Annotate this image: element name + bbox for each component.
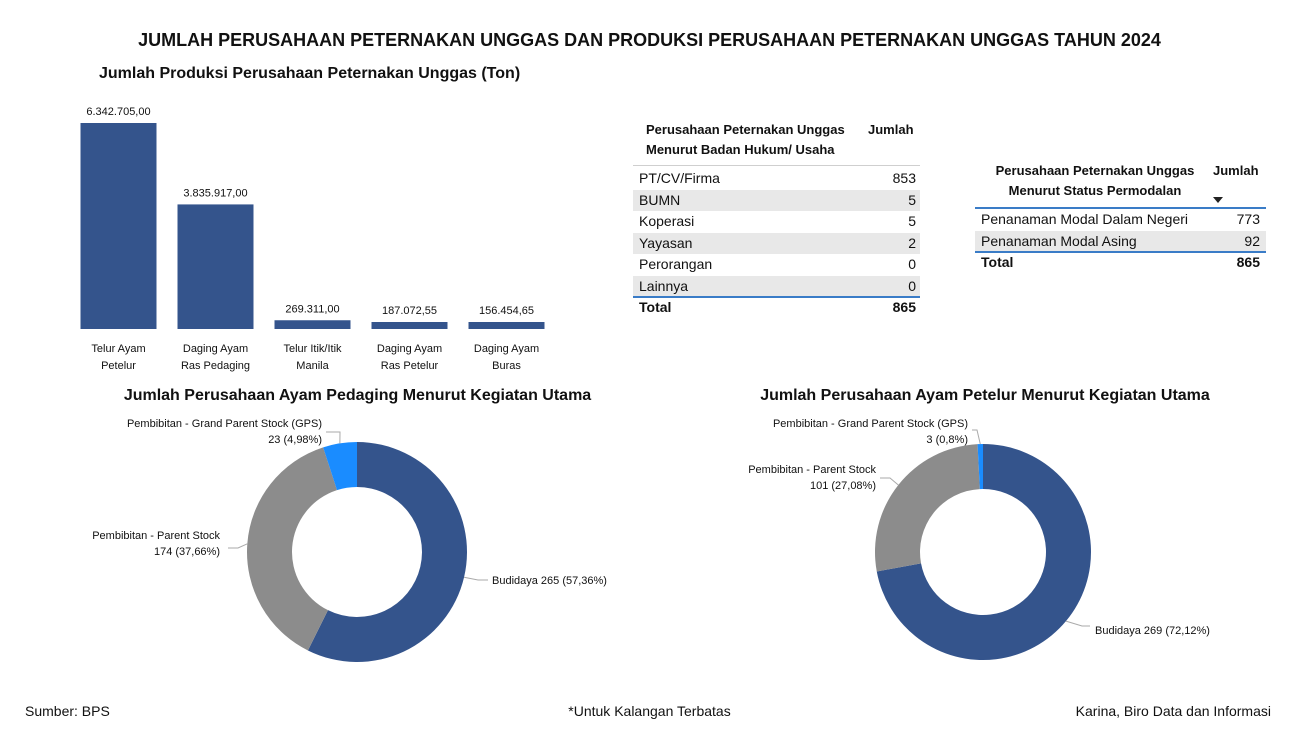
table-row	[633, 211, 920, 232]
donut-slice-label: Pembibitan - Grand Parent Stock (GPS)	[126, 418, 322, 430]
row-label: BUMN	[639, 191, 681, 208]
bar	[81, 123, 157, 329]
row-value: 92	[1244, 232, 1260, 249]
leader-line	[326, 432, 340, 443]
bar-chart-title: Jumlah Produksi Perusahaan Peternakan Unggas (Ton)	[99, 65, 521, 82]
bar-chart	[0, 0, 600, 380]
table-row	[975, 231, 1266, 252]
row-label: Lainnya	[639, 278, 689, 294]
leader-line	[228, 544, 247, 548]
donut-pedaging-chart	[0, 400, 650, 680]
footer-author: Karina, Biro Data dan Informasi	[1075, 703, 1271, 719]
total-label: Total	[639, 299, 672, 315]
table-row	[633, 254, 920, 275]
table-permodalan-header-value: Jumlah	[1213, 163, 1259, 178]
donut-petelur-chart	[650, 400, 1299, 680]
leader-line	[464, 577, 488, 580]
table-badan-hukum-header-label	[646, 120, 845, 160]
table-row	[975, 209, 1266, 230]
bar-category-label: Ras Pedaging	[180, 360, 251, 372]
table-row	[633, 233, 920, 254]
bar-value-label: 3.835.917,00	[183, 187, 248, 200]
bar-value-label: 269.311,00	[285, 303, 340, 316]
total-label: Total	[981, 254, 1014, 270]
page-title: JUMLAH PERUSAHAAN PETERNAKAN UNGGAS DAN PRODUKSI PERUSAHAAN PETERNAKAN UNGGAS TAHUN 2024	[138, 30, 1161, 50]
bar-value-label: 6.342.705,00	[86, 106, 151, 118]
table-badan-hukum-header-value: Jumlah	[868, 122, 914, 137]
total-value: 865	[1236, 254, 1260, 270]
table-permodalan-total	[975, 252, 1266, 273]
bar-value-label: 187.072,55	[381, 305, 438, 317]
donut-slice-label: Pembibitan - Parent Stock	[92, 530, 220, 542]
table-row	[633, 190, 920, 211]
bar-category-label: Petelur	[101, 360, 136, 372]
bar-category-label: Daging Ayam	[473, 343, 540, 355]
bar	[469, 322, 545, 329]
bar-category-label: Buras	[492, 360, 521, 372]
header-line: Perusahaan Peternakan Unggas	[995, 163, 1195, 178]
header-line: Menurut Badan Hukum/ Usaha	[646, 142, 835, 157]
donut-slice	[875, 444, 980, 571]
donut-slice-label: 174 (37,66%)	[153, 546, 220, 558]
bar-category-label: Telur Ayam	[91, 343, 146, 355]
table-permodalan-header-label	[989, 161, 1201, 201]
bar-category-label: Daging Ayam	[182, 343, 249, 355]
row-value: 773	[1236, 211, 1260, 227]
row-value: 853	[892, 170, 916, 186]
donut-slice-label: 3 (0,8%)	[926, 434, 968, 446]
table-badan-hukum-total	[633, 297, 920, 318]
leader-line	[1066, 621, 1090, 626]
row-label: PT/CV/Firma	[639, 170, 720, 186]
bar-category-label: Daging Ayam	[376, 343, 443, 355]
row-value: 0	[908, 256, 916, 273]
bar-category-label: Telur Itik/Itik	[283, 343, 342, 355]
divider	[633, 165, 920, 166]
row-label: Penanaman Modal Asing	[981, 232, 1137, 249]
bar-category-label: Manila	[296, 360, 329, 372]
row-label: Perorangan	[639, 256, 713, 273]
total-value: 865	[892, 299, 916, 315]
bar	[178, 204, 254, 329]
header-line: Menurut Status Permodalan	[1008, 183, 1182, 198]
table-row	[633, 168, 920, 189]
donut-slice-label: 23 (4,98%)	[268, 434, 322, 446]
donut-slice-label: Pembibitan - Grand Parent Stock (GPS)	[772, 418, 968, 430]
donut-slice-label: 101 (27,08%)	[809, 480, 876, 492]
bar	[275, 320, 351, 329]
row-value: 2	[908, 234, 916, 251]
table-row	[633, 276, 920, 297]
header-line: Perusahaan Peternakan Unggas	[646, 122, 845, 137]
donut-slice-label: Pembibitan - Parent Stock	[748, 464, 876, 476]
donut-petelur-title: Jumlah Perusahaan Ayam Petelur Menurut Kegiatan Utama	[760, 387, 1210, 404]
footer-note: *Untuk Kalangan Terbatas	[568, 703, 731, 719]
leader-line	[880, 478, 898, 485]
bar-value-label: 156.454,65	[478, 305, 535, 317]
donut-slice-label: Budidaya 265 (57,36%)	[492, 575, 607, 587]
row-value: 5	[908, 213, 916, 230]
footer-source: Sumber: BPS	[25, 703, 110, 719]
donut-pedaging-title: Jumlah Perusahaan Ayam Pedaging Menurut Kegiatan Utama	[123, 387, 592, 404]
row-value: 0	[908, 278, 916, 294]
bar	[372, 322, 448, 329]
sort-desc-icon[interactable]	[1213, 197, 1223, 203]
row-label: Koperasi	[639, 213, 695, 230]
row-label: Yayasan	[639, 234, 693, 251]
donut-slice-label: Budidaya 269 (72,12%)	[1095, 625, 1210, 637]
leader-line	[972, 430, 980, 444]
row-label: Penanaman Modal Dalam Negeri	[981, 211, 1188, 227]
bar-category-label: Ras Petelur	[380, 360, 439, 372]
row-value: 5	[908, 191, 916, 208]
